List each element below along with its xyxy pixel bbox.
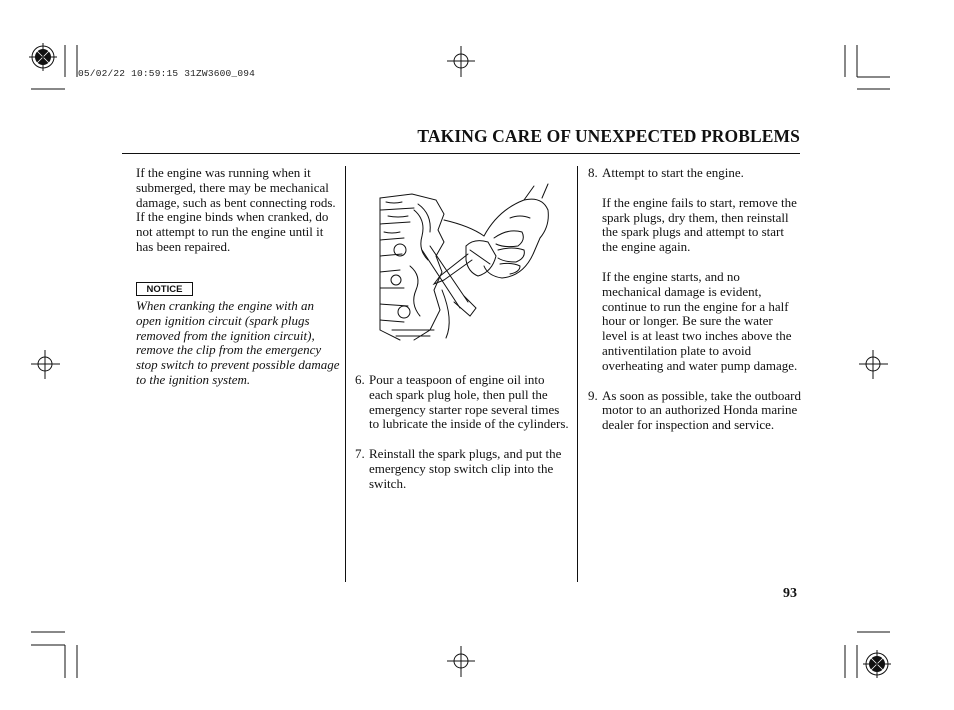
page-number: 93 [783, 586, 797, 601]
step-8-paragraph-1: If the engine fails to start, remove the spark plugs, dry them, then reinstall the spark plugs and attempt to start the engine again. [602, 194, 797, 255]
step-number: 9. [588, 387, 598, 403]
step-number: 7. [355, 446, 365, 462]
step-number: 8. [588, 165, 598, 180]
step-7 [355, 447, 569, 491]
engine-illustration [374, 180, 556, 342]
step-number: 6. [355, 372, 365, 387]
notice-badge: NOTICE [136, 282, 193, 296]
step-text: Attempt to start the engine. [602, 165, 744, 180]
step-9 [588, 389, 802, 433]
step-8 [588, 166, 802, 181]
step-text: As soon as possible, take the outboard motor to an authorized Honda marine dealer for inspection and service. [602, 387, 801, 433]
step-text: Pour a teaspoon of engine oil into each spark plug hole, then pull the emergency starter rope several times to lubricate the inside of the cylinders. [369, 372, 569, 432]
step-8-paragraph-2: If the engine starts, and no mechanical damage is evident, continue to run the engine for a half hour or longer. Be sure the water level is at least two inches above the antiventilation plate to avoid overheating and water pump damage. [602, 268, 798, 373]
header-rule [122, 153, 800, 154]
step-6 [355, 373, 569, 432]
steps-right [588, 166, 802, 433]
section-title: TAKING CARE OF UNEXPECTED PROBLEMS [417, 126, 800, 146]
intro-paragraph: If the engine was running when it submerged, there may be mechanical damage, such as bent connecting rods. If the engine binds when cranked, do not attempt to run the engine until it has been repaired. [136, 165, 336, 254]
notice-text: When cranking the engine with an open ignition circuit (spark plugs removed from the ignition circuit), remove the clip from the emergency stop switch to prevent possible damage to the ignition system. [136, 298, 340, 387]
column-divider-right [577, 166, 578, 582]
column-divider-left [345, 166, 346, 582]
print-info: 05/02/22 10:59:15 31ZW3600_094 [78, 68, 256, 79]
steps-middle [355, 373, 569, 492]
step-text: Reinstall the spark plugs, and put the emergency stop switch clip into the switch. [369, 446, 562, 491]
